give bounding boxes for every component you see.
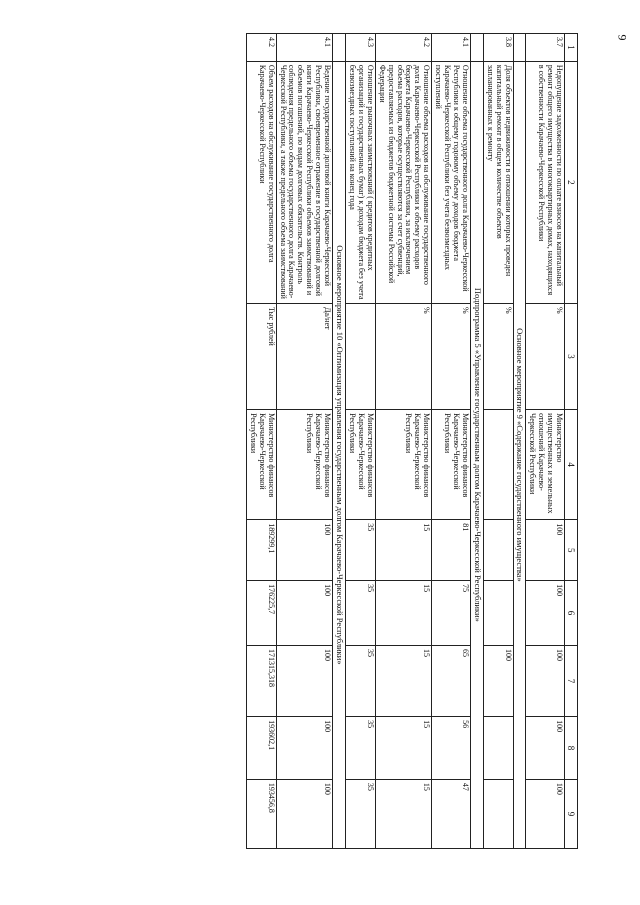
table-cell: 189299,1: [246, 520, 276, 581]
table-cell: Министерство имущественных и земельных отношений Карачаево-Черкесской Республики: [526, 410, 565, 520]
table-cell: [483, 410, 513, 520]
table-cell: 100: [276, 520, 333, 581]
table-cell: Министерство финансов Карачаево-Черкесской Республики: [345, 410, 375, 520]
header-cell: 8: [564, 717, 577, 780]
table-cell: [483, 581, 513, 646]
section-number-cell: [333, 34, 346, 62]
section-heading-row: [333, 34, 346, 849]
table-cell: 56: [432, 717, 471, 780]
table-cell: Министерство финансов Карачаево-Черкесской Республики: [375, 410, 432, 520]
table-cell: 35: [345, 779, 375, 848]
header-cell: 9: [564, 779, 577, 848]
table-cell: 100: [526, 520, 565, 581]
table-row: [483, 34, 513, 849]
indicators-table: [246, 33, 578, 849]
row-number-cell: 4.2: [246, 34, 276, 62]
section-heading: Основное мероприятие 10 «Оптимизация управления государственным долгом Карачаево-Черкесской Республики»: [333, 61, 346, 848]
table-cell: 75: [432, 581, 471, 646]
table-row: [526, 34, 565, 849]
table-cell: Тыс рублей: [246, 303, 276, 409]
table-cell: %: [432, 303, 471, 409]
table-cell: 15: [375, 520, 432, 581]
section-number-cell: [471, 34, 484, 62]
row-number-cell: 4.1: [432, 34, 471, 62]
row-number-cell: 4.1: [276, 34, 333, 62]
table-cell: 100: [276, 645, 333, 716]
table-cell: 100: [483, 645, 513, 716]
indicator-name-cell: Отношение объема государственного долга Карачаево-Черкесской Республики к общему годовому объему доходов бюджета Карачаево-Черкесской Республики без учета безвозмездных поступлений: [432, 61, 471, 303]
table-row: [375, 34, 432, 849]
table-cell: 35: [345, 645, 375, 716]
indicator-name-cell: Отношение рыночных заимствований ( кредитов кредитных организаций и государственных бумаг) к доходам бюджета без учета безвозмездных поступлений на конец года: [345, 61, 375, 303]
table-cell: 100: [276, 779, 333, 848]
header-cell: 4: [564, 410, 577, 520]
page-number: 9: [615, 34, 630, 41]
section-heading: Основное мероприятие 9 «Содержание государственного имущества»: [513, 61, 526, 848]
table-cell: 81: [432, 520, 471, 581]
table-cell: %: [483, 303, 513, 409]
table-cell: 100: [526, 779, 565, 848]
indicators-table-body: [246, 34, 577, 849]
section-heading: Подпрограмма 5 «Управление государственным долгом Карачаево-Черкесской Республики»: [471, 61, 484, 848]
header-cell: 7: [564, 645, 577, 716]
row-number-cell: 3.8: [483, 34, 513, 62]
indicator-name-cell: Недопущение задолженности по оплате взносов на капитальный ремонт общего имущества в многоквартирных домах, находящихся в собственности Карачаево-Черкесской Республики: [526, 61, 565, 303]
table-cell: 15: [375, 581, 432, 646]
table-cell: 47: [432, 779, 471, 848]
table-cell: %: [375, 303, 432, 409]
table-cell: 35: [345, 581, 375, 646]
document-page-rotated: [68, 33, 578, 849]
table-cell: 193456,8: [246, 779, 276, 848]
table-cell: Министерство финансов Карачаево-Черкесской Республики: [246, 410, 276, 520]
table-cell: %: [526, 303, 565, 409]
table-cell: 35: [345, 520, 375, 581]
indicator-name-cell: Доля объектов недвижимости в отношении которых проведен капитальный ремонт в общем количестве объектов запланированных к ремонту: [483, 61, 513, 303]
table-row: [345, 34, 375, 849]
header-cell: 5: [564, 520, 577, 581]
table-cell: [483, 779, 513, 848]
row-number-cell: 3.7: [526, 34, 565, 62]
table-cell: 65: [432, 645, 471, 716]
row-number-cell: 4.2: [375, 34, 432, 62]
table-cell: Да/нет: [276, 303, 333, 409]
header-cell: 2: [564, 61, 577, 303]
table-cell: 100: [276, 717, 333, 780]
table-cell: 193602,1: [246, 717, 276, 780]
indicator-name-cell: Отношение объема расходов на обслуживание государственного долга Карачаево-Черкесской Республики к объему расходов бюджета Карачаево-Черкесской Республики, за исключением объема расходов, которые осуществляются за счет субвенций, предоставляемых из бюджетов бюджетной системы Российской Федерации: [375, 61, 432, 303]
table-cell: 15: [375, 645, 432, 716]
section-number-cell: [513, 34, 526, 62]
table-cell: [483, 717, 513, 780]
indicator-name-cell: Ведение государственной долговой книги Карачаево-Черкесской Республики, своевременное отражение в государственной долговой книги Карачаево-Черкесской Республики объемов заимствований и объемов погашений, по видам долговых обязательств. Контроль соблюдения предельного объема государственного долга Карачаево-Черкесской Республики, а также предельного объема заимствований: [276, 61, 333, 303]
table-cell: 100: [526, 645, 565, 716]
table-cell: [483, 520, 513, 581]
table-row: [276, 34, 333, 849]
table-cell: 35: [345, 717, 375, 780]
table-row: [432, 34, 471, 849]
table-cell: 100: [526, 717, 565, 780]
section-heading-row: [471, 34, 484, 849]
table-cell: 15: [375, 779, 432, 848]
section-heading-row: [513, 34, 526, 849]
row-number-cell: 4.3: [345, 34, 375, 62]
header-cell: 1: [564, 34, 577, 62]
header-row: [564, 34, 577, 849]
table-row: [246, 34, 276, 849]
header-cell: 3: [564, 303, 577, 409]
header-cell: 6: [564, 581, 577, 646]
table-cell: Министерство финансов Карачаево-Черкесской Республики: [276, 410, 333, 520]
table-cell: [345, 303, 375, 409]
table-cell: 171315,318: [246, 645, 276, 716]
table-cell: 15: [375, 717, 432, 780]
table-cell: 176225,7: [246, 581, 276, 646]
indicator-name-cell: Объем расходов на обслуживание государственного долга Карачаево-Черкесской Республики: [246, 61, 276, 303]
table-cell: 100: [276, 581, 333, 646]
table-cell: 100: [526, 581, 565, 646]
table-cell: Министерство финансов Карачаево-Черкесской Республики: [432, 410, 471, 520]
